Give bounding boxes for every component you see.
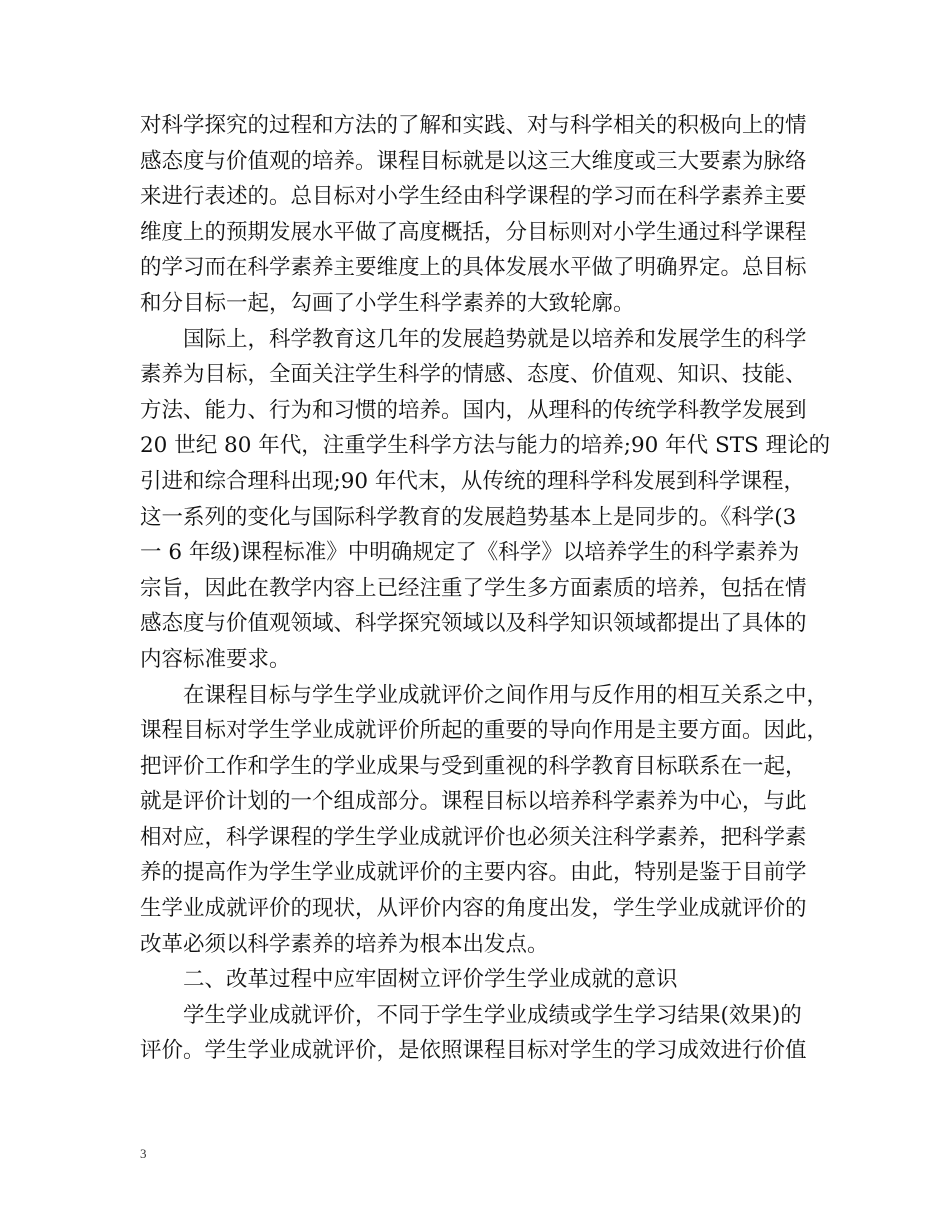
- text-line: 就是评价计划的一个组成部分。课程目标以培养科学素养为中心，与此: [140, 789, 807, 815]
- text-line: 改革必须以科学素养的培养为根本出发点。: [140, 931, 549, 957]
- text-line: 生学业成就评价的现状，从评价内容的角度出发，学生学业成就评价的: [140, 896, 807, 922]
- section-heading: 二、改革过程中应牢固树立评价学生学业成就的意识: [183, 967, 678, 993]
- text-line: 引进和综合理科出现;90 年代末，从传统的理科学科发展到科学课程，: [140, 468, 805, 494]
- text-line: 维度上的预期发展水平做了高度概括，分目标则对小学生通过科学课程: [140, 219, 807, 245]
- text-line: 把评价工作和学生的学业成果与受到重视的科学教育目标联系在一起，: [140, 753, 807, 779]
- text-line: 方法、能力、行为和习惯的培养。国内，从理科的传统学科教学发展到: [140, 397, 807, 423]
- text-line: 在课程目标与学生学业成就评价之间作用与反作用的相互关系之中，: [183, 682, 829, 708]
- text-line: 对科学探究的过程和方法的了解和实践、对与科学相关的积极向上的情: [140, 113, 807, 138]
- text-line: 的学习而在科学素养主要维度上的具体发展水平做了明确界定。总目标: [140, 255, 807, 281]
- text-line: 和分目标一起，勾画了小学生科学素养的大致轮廓。: [140, 290, 635, 316]
- text-line: 课程目标对学生学业成就评价所起的重要的导向作用是主要方面。因此，: [140, 718, 829, 744]
- text-line: 素养为目标，全面关注学生科学的情感、态度、价值观、知识、技能、: [140, 362, 807, 388]
- text-line: 20 世纪 80 年代，注重学生科学方法与能力的培养;90 年代 STS 理论的: [140, 433, 831, 459]
- text-line: 内容标准要求。: [140, 646, 291, 672]
- text-line: 感态度与价值观领域、科学探究领域以及科学知识领域都提出了具体的: [140, 611, 807, 637]
- text-line: 感态度与价值观的培养。课程目标就是以这三大维度或三大要素为脉络: [140, 148, 807, 174]
- page-number: 3: [140, 1146, 147, 1161]
- text-line: 一 6 年级)课程标准》中明确规定了《科学》以培养学生的科学素养为: [140, 540, 800, 566]
- text-line: 评价。学生学业成就评价，是依照课程目标对学生的学习成效进行价值: [140, 1038, 807, 1064]
- text-line: 养的提高作为学生学业成就评价的主要内容。由此，特别是鉴于目前学: [140, 860, 807, 886]
- text-line: 宗旨，因此在教学内容上已经注重了学生多方面素质的培养，包括在情: [140, 575, 807, 601]
- text-line: 这一系列的变化与国际科学教育的发展趋势基本上是同步的。《科学(3: [140, 504, 797, 530]
- body-text: [140, 108, 831, 1069]
- text-line: 来进行表述的。总目标对小学生经由科学课程的学习而在科学素养主要: [140, 184, 807, 210]
- text-line: 学生学业成就评价，不同于学生学业成绩或学生学习结果(效果)的: [183, 1002, 802, 1028]
- text-line: 相对应，科学课程的学生学业成就评价也必须关注科学素养，把科学素: [140, 824, 807, 850]
- text-line: 国际上，科学教育这几年的发展趋势就是以培养和发展学生的科学: [183, 326, 807, 352]
